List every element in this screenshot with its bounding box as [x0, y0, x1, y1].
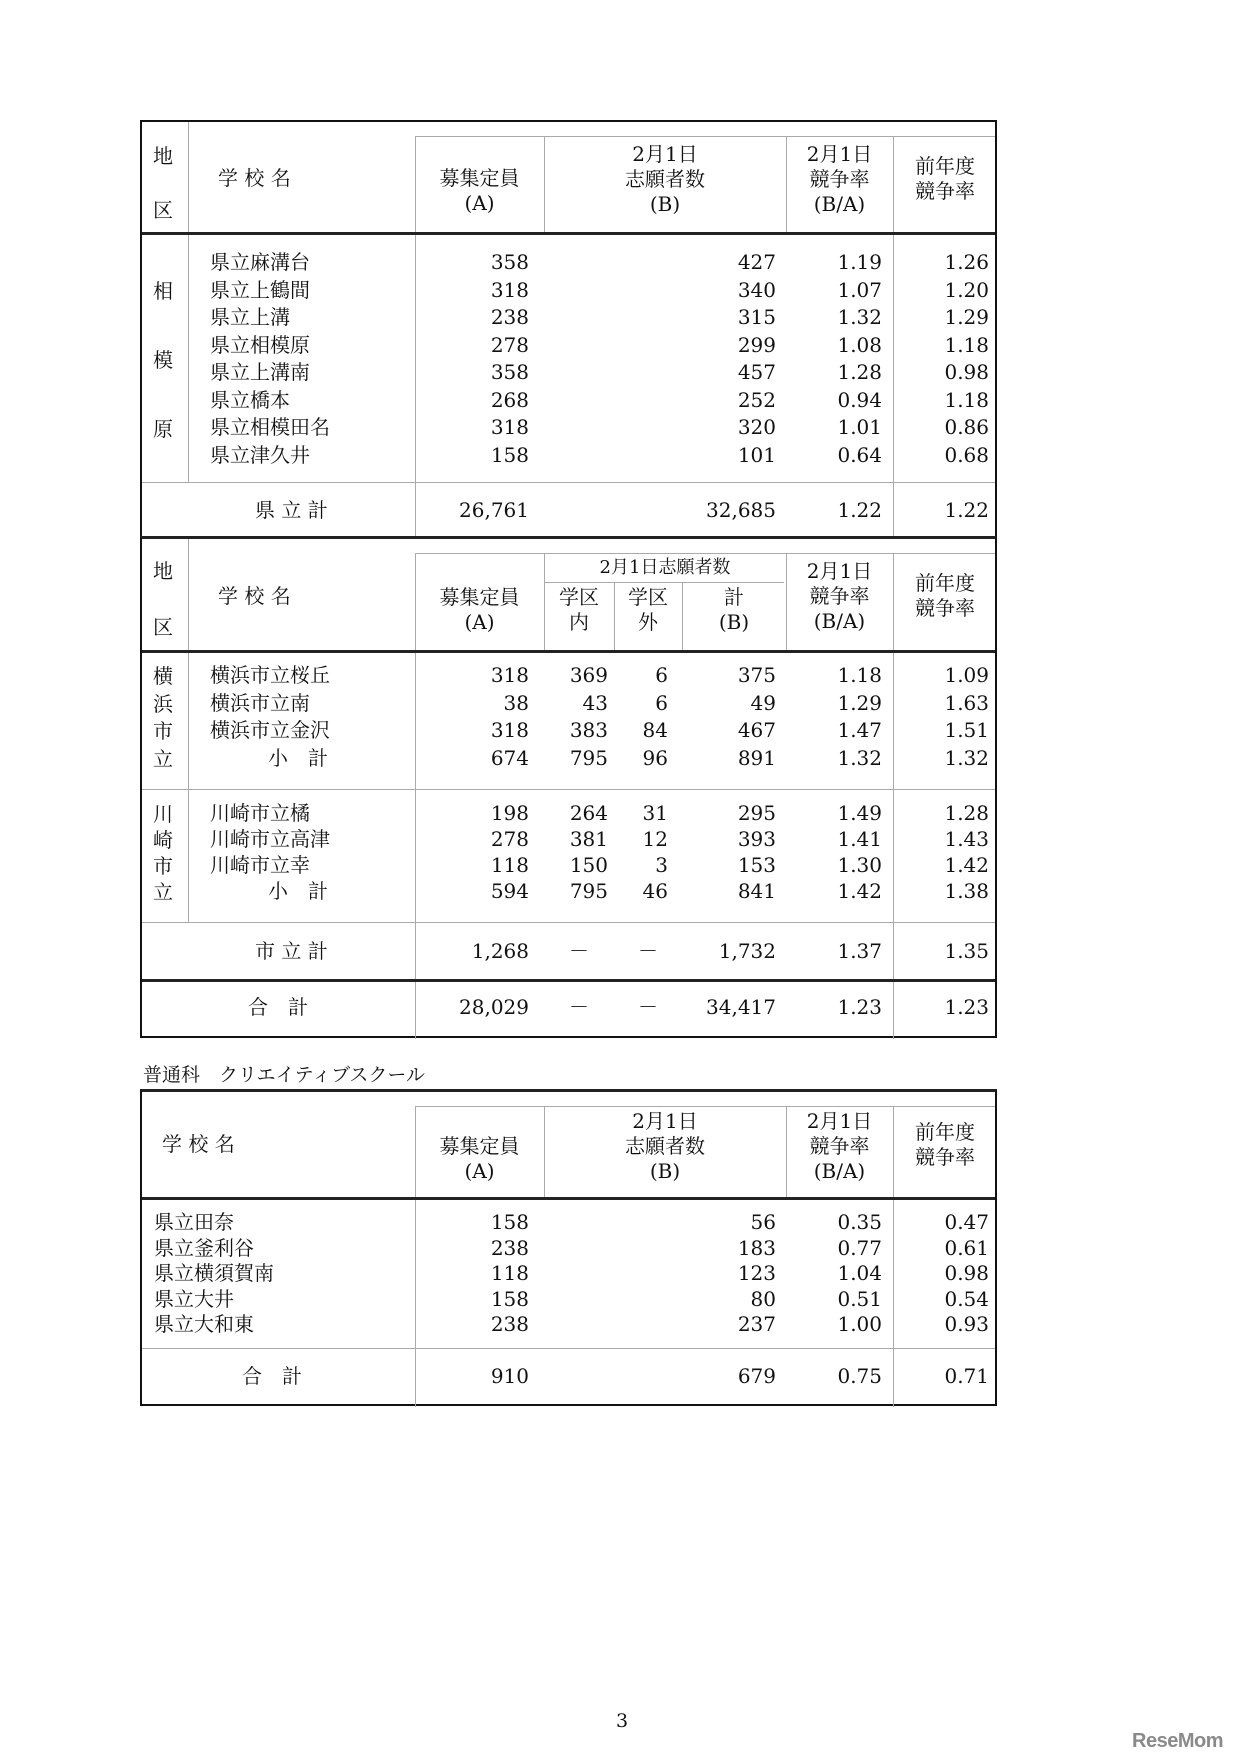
- applicants-value: 80: [750, 1286, 776, 1311]
- inside-value: 150: [569, 853, 608, 877]
- total-capacity: 910: [490, 1364, 529, 1388]
- header-school: 学 校 名: [162, 1132, 235, 1156]
- total-ratio: 1.22: [837, 498, 882, 522]
- inside-value: 369: [569, 663, 608, 687]
- district-label: 原: [153, 417, 173, 441]
- grand-total-label: 合 計: [248, 995, 308, 1019]
- capacity-value: 238: [490, 1312, 529, 1336]
- school-name: 県立上溝: [210, 305, 290, 329]
- applicants-value: 183: [737, 1235, 776, 1260]
- header-outside-line: 外: [638, 610, 658, 634]
- city-total-outside: －: [638, 939, 658, 963]
- total-value: 841: [737, 879, 776, 903]
- ratio-value: 1.07: [837, 277, 882, 302]
- grand-total-capacity: 28,029: [459, 995, 529, 1019]
- capacity-value: 318: [490, 718, 529, 742]
- header-capacity: [415, 166, 544, 216]
- city-total-inside: －: [569, 939, 589, 963]
- ratio-value: 1.01: [837, 415, 882, 439]
- header-ratio: [786, 559, 893, 634]
- capacity-value: 358: [490, 250, 529, 274]
- capacity-value: 38: [503, 690, 529, 715]
- table-sagamihara: [140, 120, 997, 538]
- inside-value: 381: [569, 827, 608, 851]
- applicants-value: 427: [737, 250, 776, 274]
- inside-value: 795: [569, 879, 608, 903]
- city-total-label: 市 立 計: [255, 939, 328, 963]
- header-applicants-line: (B): [649, 192, 681, 216]
- prev-ratio-value: 1.20: [944, 277, 989, 302]
- header-applicants: [544, 1109, 786, 1184]
- header-prev-line: 前年度: [915, 571, 975, 595]
- header-applicants-line: 志願者数: [625, 1134, 705, 1158]
- school-name: 横浜市立金沢: [210, 718, 330, 742]
- header-total: [682, 585, 786, 635]
- school-name: 県立相模原: [210, 332, 310, 357]
- capacity-value: 118: [490, 1261, 529, 1285]
- applicants-value: 299: [737, 332, 776, 357]
- header-ratio-line: 競争率: [809, 584, 870, 608]
- total-applicants: 32,685: [706, 498, 776, 522]
- district-char: 立: [153, 746, 173, 771]
- ratio-value: 1.04: [837, 1261, 882, 1285]
- ratio-value: 1.19: [837, 250, 882, 274]
- outside-value: 12: [642, 827, 668, 851]
- applicants-value: 101: [737, 442, 776, 467]
- header-prev-ratio: [893, 571, 997, 621]
- ratio-value: 1.42: [837, 879, 882, 903]
- subtotal-label: 小 計: [268, 745, 328, 770]
- outside-value: 3: [655, 853, 668, 877]
- outside-value: 84: [642, 718, 668, 742]
- header-inside-line: 学区: [559, 585, 599, 609]
- district-char: 崎: [153, 828, 173, 852]
- city-total-total: 1,732: [718, 939, 776, 963]
- ratio-value: 0.77: [837, 1235, 882, 1260]
- school-name: 県立横須賀南: [154, 1261, 274, 1285]
- applicants-value: 56: [750, 1210, 776, 1234]
- outside-value: 6: [655, 663, 668, 687]
- district-char: 横: [153, 664, 173, 688]
- header-ratio-line: (B/A): [813, 1159, 866, 1183]
- capacity-value: 238: [490, 305, 529, 329]
- school-name: 県立大井: [154, 1286, 234, 1311]
- applicants-value: 457: [737, 360, 776, 384]
- capacity-value: 268: [490, 387, 529, 412]
- divider: [142, 789, 995, 790]
- ratio-value: 1.41: [837, 827, 882, 851]
- header-capacity: [415, 1134, 544, 1184]
- capacity-value: 318: [490, 277, 529, 302]
- divider: [188, 122, 189, 482]
- header-ratio-line: 2月1日: [806, 142, 873, 166]
- total-label: 県 立 計: [255, 498, 328, 522]
- school-name: 県立麻溝台: [210, 250, 310, 274]
- capacity-value: 318: [490, 663, 529, 687]
- header-capacity-line: 募集定員: [439, 1134, 520, 1158]
- ratio-value: 1.18: [837, 663, 882, 687]
- prev-ratio-value: 1.32: [944, 745, 989, 770]
- divider: [142, 482, 995, 483]
- school-name: 横浜市立桜丘: [210, 663, 330, 687]
- header-total-line: 計: [724, 585, 744, 609]
- school-name: 川崎市立幸: [210, 853, 310, 877]
- ratio-value: 1.49: [837, 801, 882, 825]
- divider: [142, 650, 995, 653]
- header-applicants-line: (B): [649, 1159, 681, 1183]
- prev-ratio-value: 1.42: [944, 853, 989, 877]
- outside-value: 31: [642, 801, 668, 825]
- outside-value: 96: [642, 745, 668, 770]
- city-total-capacity: 1,268: [471, 939, 529, 963]
- grand-total-inside: －: [569, 995, 589, 1019]
- grand-total-prev: 1.23: [944, 995, 989, 1019]
- header-prev-line: 前年度: [915, 154, 975, 178]
- applicants-value: 237: [737, 1312, 776, 1336]
- inside-value: 383: [569, 718, 608, 742]
- divider: [893, 553, 894, 1039]
- header-capacity-line: (A): [464, 1159, 495, 1183]
- total-prev: 0.71: [944, 1364, 989, 1388]
- prev-ratio-value: 0.54: [944, 1286, 989, 1311]
- school-name: 川崎市立橘: [210, 801, 310, 825]
- ratio-value: 1.32: [837, 305, 882, 329]
- district-label-yokohama: [148, 663, 178, 773]
- divider: [142, 232, 995, 235]
- watermark-logo: ReseMom: [1132, 1730, 1223, 1752]
- school-name: 県立相模田名: [210, 415, 330, 439]
- district-char: 市: [153, 719, 173, 743]
- total-value: 891: [737, 745, 776, 770]
- header-ratio-line: 競争率: [809, 1134, 870, 1158]
- divider: [544, 582, 784, 583]
- header-prev-line: 競争率: [915, 596, 975, 620]
- header-district-1: 地: [153, 144, 173, 168]
- total-label: 合 計: [242, 1364, 302, 1388]
- header-prev-line: 競争率: [915, 179, 975, 203]
- school-name: 県立上溝南: [210, 360, 310, 384]
- applicants-value: 123: [737, 1261, 776, 1285]
- divider: [142, 979, 995, 982]
- prev-ratio-value: 0.86: [944, 415, 989, 439]
- district-char: 浜: [153, 691, 173, 716]
- school-name: 横浜市立南: [210, 690, 310, 715]
- capacity-value: 158: [490, 442, 529, 467]
- total-capacity: 26,761: [459, 498, 529, 522]
- header-capacity-line: 募集定員: [439, 585, 520, 609]
- divider: [142, 1348, 995, 1349]
- capacity-value: 318: [490, 415, 529, 439]
- prev-ratio-value: 0.93: [944, 1312, 989, 1336]
- school-name: 県立大和東: [154, 1312, 254, 1336]
- district-char: 市: [153, 854, 173, 878]
- header-ratio-line: 2月1日: [806, 559, 873, 583]
- inside-value: 264: [569, 801, 608, 825]
- divider: [415, 1106, 995, 1107]
- total-value: 467: [737, 718, 776, 742]
- header-ratio-line: (B/A): [813, 609, 866, 633]
- header-inside: [544, 585, 614, 635]
- district-char: 立: [153, 880, 173, 904]
- city-total-prev: 1.35: [944, 939, 989, 963]
- page-number: 3: [616, 1710, 629, 1732]
- prev-ratio-value: 0.61: [944, 1235, 989, 1260]
- prev-ratio-value: 0.68: [944, 442, 989, 467]
- prev-ratio-value: 1.26: [944, 250, 989, 274]
- header-applicants-line: 2月1日: [632, 1109, 698, 1133]
- header-outside: [614, 585, 682, 635]
- header-capacity-line: (A): [464, 191, 495, 215]
- header-district-2: 区: [153, 198, 173, 222]
- header-ratio: [786, 1109, 893, 1184]
- ratio-value: 0.51: [837, 1286, 882, 1311]
- header-prev-line: 競争率: [915, 1145, 975, 1169]
- header-ratio: [786, 142, 893, 217]
- prev-ratio-value: 0.98: [944, 360, 989, 384]
- prev-ratio-value: 0.98: [944, 1261, 989, 1285]
- prev-ratio-value: 1.09: [944, 663, 989, 687]
- district-char: 川: [153, 802, 173, 826]
- divider: [142, 922, 995, 923]
- capacity-value: 118: [490, 853, 529, 877]
- school-name: 川崎市立高津: [210, 827, 330, 851]
- school-name: 県立上鶴間: [210, 277, 310, 302]
- ratio-value: 1.28: [837, 360, 882, 384]
- ratio-value: 1.47: [837, 718, 882, 742]
- school-name: 県立釜利谷: [154, 1235, 254, 1260]
- inside-value: 43: [582, 690, 608, 715]
- prev-ratio-value: 1.28: [944, 801, 989, 825]
- ratio-value: 1.32: [837, 745, 882, 770]
- header-applicants-line: 2月1日: [632, 142, 698, 166]
- subtotal-label: 小 計: [268, 879, 328, 903]
- header-applicants-group: 2月1日志願者数: [599, 557, 731, 578]
- header-applicants: [544, 142, 786, 217]
- table-city: [140, 536, 997, 1038]
- total-value: 153: [737, 853, 776, 877]
- ratio-value: 0.35: [837, 1210, 882, 1234]
- school-name: 県立橋本: [210, 387, 290, 412]
- prev-ratio-value: 0.47: [944, 1210, 989, 1234]
- total-value: 295: [737, 801, 776, 825]
- header-capacity: [415, 585, 544, 635]
- district-label: 模: [153, 348, 173, 372]
- header-capacity-line: 募集定員: [439, 166, 520, 190]
- section-caption: 普通科 クリエイティブスクール: [143, 1064, 425, 1086]
- header-applicants-line: 志願者数: [625, 167, 705, 191]
- prev-ratio-value: 1.18: [944, 332, 989, 357]
- prev-ratio-value: 1.38: [944, 879, 989, 903]
- total-value: 49: [750, 690, 776, 715]
- applicants-value: 315: [737, 305, 776, 329]
- applicants-value: 340: [737, 277, 776, 302]
- grand-total-total: 34,417: [706, 995, 776, 1019]
- header-prev-ratio: [893, 1120, 997, 1170]
- district-label-kawasaki: [148, 801, 178, 905]
- capacity-value: 278: [490, 827, 529, 851]
- total-value: 375: [737, 663, 776, 687]
- applicants-value: 252: [737, 387, 776, 412]
- prev-ratio-value: 1.51: [944, 718, 989, 742]
- header-prev-line: 前年度: [915, 1120, 975, 1144]
- capacity-value: 158: [490, 1210, 529, 1234]
- outside-value: 6: [655, 690, 668, 715]
- capacity-value: 358: [490, 360, 529, 384]
- inside-value: 795: [569, 745, 608, 770]
- school-name: 県立津久井: [210, 442, 310, 467]
- ratio-value: 1.08: [837, 332, 882, 357]
- capacity-value: 674: [490, 745, 529, 770]
- header-prev-ratio: [893, 154, 997, 204]
- grand-total-ratio: 1.23: [837, 995, 882, 1019]
- header-ratio-line: 2月1日: [806, 1109, 873, 1133]
- header-school: 学 校 名: [218, 166, 291, 190]
- applicants-value: 320: [737, 415, 776, 439]
- header-ratio-line: 競争率: [809, 167, 870, 191]
- ratio-value: 0.94: [837, 387, 882, 412]
- header-total-line: (B): [718, 610, 750, 634]
- total-applicants: 679: [737, 1364, 776, 1388]
- ratio-value: 1.00: [837, 1312, 882, 1336]
- district-label: 相: [153, 279, 173, 303]
- total-ratio: 0.75: [837, 1364, 882, 1388]
- school-name: 県立田奈: [154, 1210, 234, 1234]
- header-inside-line: 内: [569, 610, 589, 634]
- ratio-value: 0.64: [837, 442, 882, 467]
- header-ratio-line: (B/A): [813, 192, 866, 216]
- capacity-value: 198: [490, 801, 529, 825]
- prev-ratio-value: 1.18: [944, 387, 989, 412]
- header-district-1: 地: [153, 559, 173, 583]
- divider: [188, 539, 189, 922]
- ratio-value: 1.29: [837, 690, 882, 715]
- city-total-ratio: 1.37: [837, 939, 882, 963]
- total-prev: 1.22: [944, 498, 989, 522]
- capacity-value: 238: [490, 1235, 529, 1260]
- capacity-value: 278: [490, 332, 529, 357]
- table-creative-school: [140, 1089, 997, 1406]
- ratio-value: 1.30: [837, 853, 882, 877]
- header-school: 学 校 名: [218, 584, 291, 608]
- prev-ratio-value: 1.29: [944, 305, 989, 329]
- total-value: 393: [737, 827, 776, 851]
- outside-value: 46: [642, 879, 668, 903]
- divider: [142, 1197, 995, 1200]
- divider: [415, 136, 995, 137]
- capacity-value: 594: [490, 879, 529, 903]
- grand-total-outside: －: [638, 995, 658, 1019]
- prev-ratio-value: 1.43: [944, 827, 989, 851]
- capacity-value: 158: [490, 1286, 529, 1311]
- header-outside-line: 学区: [628, 585, 668, 609]
- divider: [415, 553, 995, 554]
- header-capacity-line: (A): [464, 610, 495, 634]
- header-district-2: 区: [153, 615, 173, 639]
- prev-ratio-value: 1.63: [944, 690, 989, 715]
